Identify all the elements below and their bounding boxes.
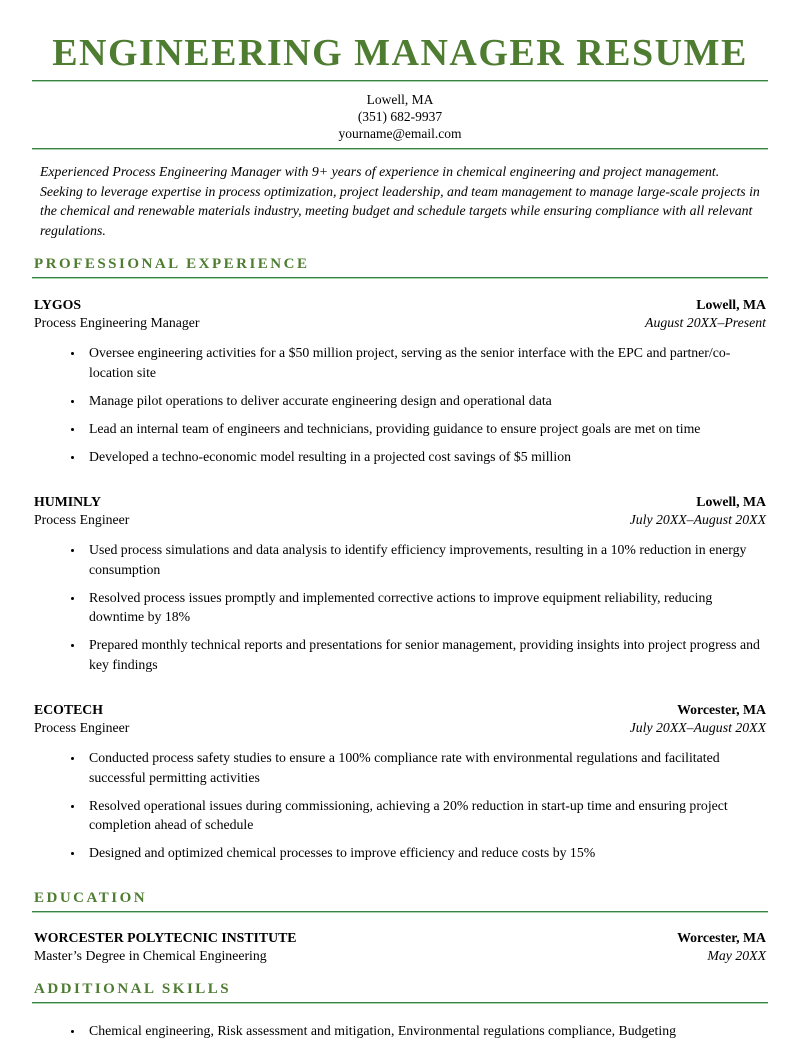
education-header-row [34, 929, 766, 947]
job-bullet-item: • Lead an internal team of engineers and technicians, providing guidance to ensure project goals are met on time [84, 419, 766, 439]
skills-entry [34, 1021, 766, 1041]
company-name: LYGOS [34, 297, 82, 312]
education-entry [34, 929, 766, 965]
school-name: WORCESTER POLYTECNIC INSTITUTE [34, 929, 297, 945]
job-bullet-item: • Manage pilot operations to deliver accurate engineering design and operational data [84, 391, 766, 411]
contact-phone: (351) 682-9937 [357, 109, 443, 124]
job-header-row [34, 296, 766, 314]
job-bullet-item: • Developed a techno-economic model resulting in a projected cost savings of $5 million [84, 447, 766, 467]
job-title: Process Engineer [34, 512, 130, 527]
job-title: Process Engineer [34, 720, 130, 735]
company-location: Lowell, MA [696, 297, 766, 312]
job-entry [34, 493, 766, 674]
job-header-row [34, 701, 766, 719]
section-heading-education: EDUCATION [34, 889, 148, 906]
job-subheader-row [34, 719, 766, 737]
job-bullet-item: • Resolved operational issues during commissioning, achieving a 20% reduction in start-up time and ensuring project completion ahead of schedule [84, 796, 766, 835]
section-heading-experience: PROFESSIONAL EXPERIENCE [34, 256, 310, 272]
contact-location: Lowell, MA [366, 92, 434, 107]
summary-paragraph: Experienced Process Engineering Manager with 9+ years of experience in chemical engineering and project management. Seeking to leverage expertise in process optimization, project leadership, and team management to manage large-scale projects in the chemical and renewable materials industry, meeting budget and schedule targets while ensuring compliance with all relevant regulations. [40, 164, 760, 238]
company-name: HUMINLY [34, 494, 101, 509]
skills-bullet-list [34, 1021, 766, 1041]
job-bullet-list [34, 748, 766, 863]
job-entry [34, 701, 766, 863]
job-subheader-row [34, 314, 766, 332]
job-dates: July 20XX–August 20XX [629, 720, 766, 735]
job-bullet-item: • Designed and optimized chemical processes to improve efficiency and reduce costs by 15% [84, 843, 766, 863]
contact-email: yourname@email.com [338, 126, 462, 141]
skills-bullet-item: • Chemical engineering, Risk assessment and mitigation, Environmental regulations compliance, Budgeting [84, 1021, 766, 1041]
job-bullet-item: • Oversee engineering activities for a $50 million project, serving as the senior interface with the EPC and partner/co-location site [84, 343, 766, 382]
job-title: Process Engineering Manager [34, 315, 200, 330]
job-bullet-item: • Used process simulations and data analysis to identify efficiency improvements, resulting in a 10% reduction in energy consumption [84, 540, 766, 579]
job-bullet-item: • Prepared monthly technical reports and presentations for senior management, providing insights into project progress and key findings [84, 635, 766, 674]
section-heading-skills: ADDITIONAL SKILLS [34, 980, 232, 997]
job-bullet-list [34, 343, 766, 466]
school-location: Worcester, MA [677, 929, 766, 945]
job-dates: August 20XX–Present [645, 315, 766, 330]
education-subheader-row [34, 947, 766, 965]
education-rule [32, 911, 768, 913]
job-subheader-row [34, 511, 766, 529]
company-location: Lowell, MA [696, 494, 766, 509]
company-location: Worcester, MA [677, 702, 766, 717]
contact-block [32, 91, 768, 142]
experience-rule [32, 277, 768, 279]
job-bullet-list [34, 540, 766, 674]
job-entry [34, 296, 766, 466]
job-header-row [34, 493, 766, 511]
header-rule-top [32, 80, 768, 82]
company-name: ECOTECH [34, 702, 103, 717]
header-rule-bottom [32, 148, 768, 150]
degree-name: Master’s Degree in Chemical Engineering [34, 947, 267, 963]
graduation-date: May 20XX [707, 947, 766, 963]
job-bullet-item: • Resolved process issues promptly and implemented corrective actions to improve equipment reliability, reducing downtime by 18% [84, 588, 766, 627]
job-bullet-item: • Conducted process safety studies to ensure a 100% compliance rate with environmental regulations and facilitated successful permitting activities [84, 748, 766, 787]
skills-rule [32, 1002, 768, 1004]
job-dates: July 20XX–August 20XX [629, 512, 766, 527]
resume-title: ENGINEERING MANAGER RESUME [52, 32, 748, 74]
